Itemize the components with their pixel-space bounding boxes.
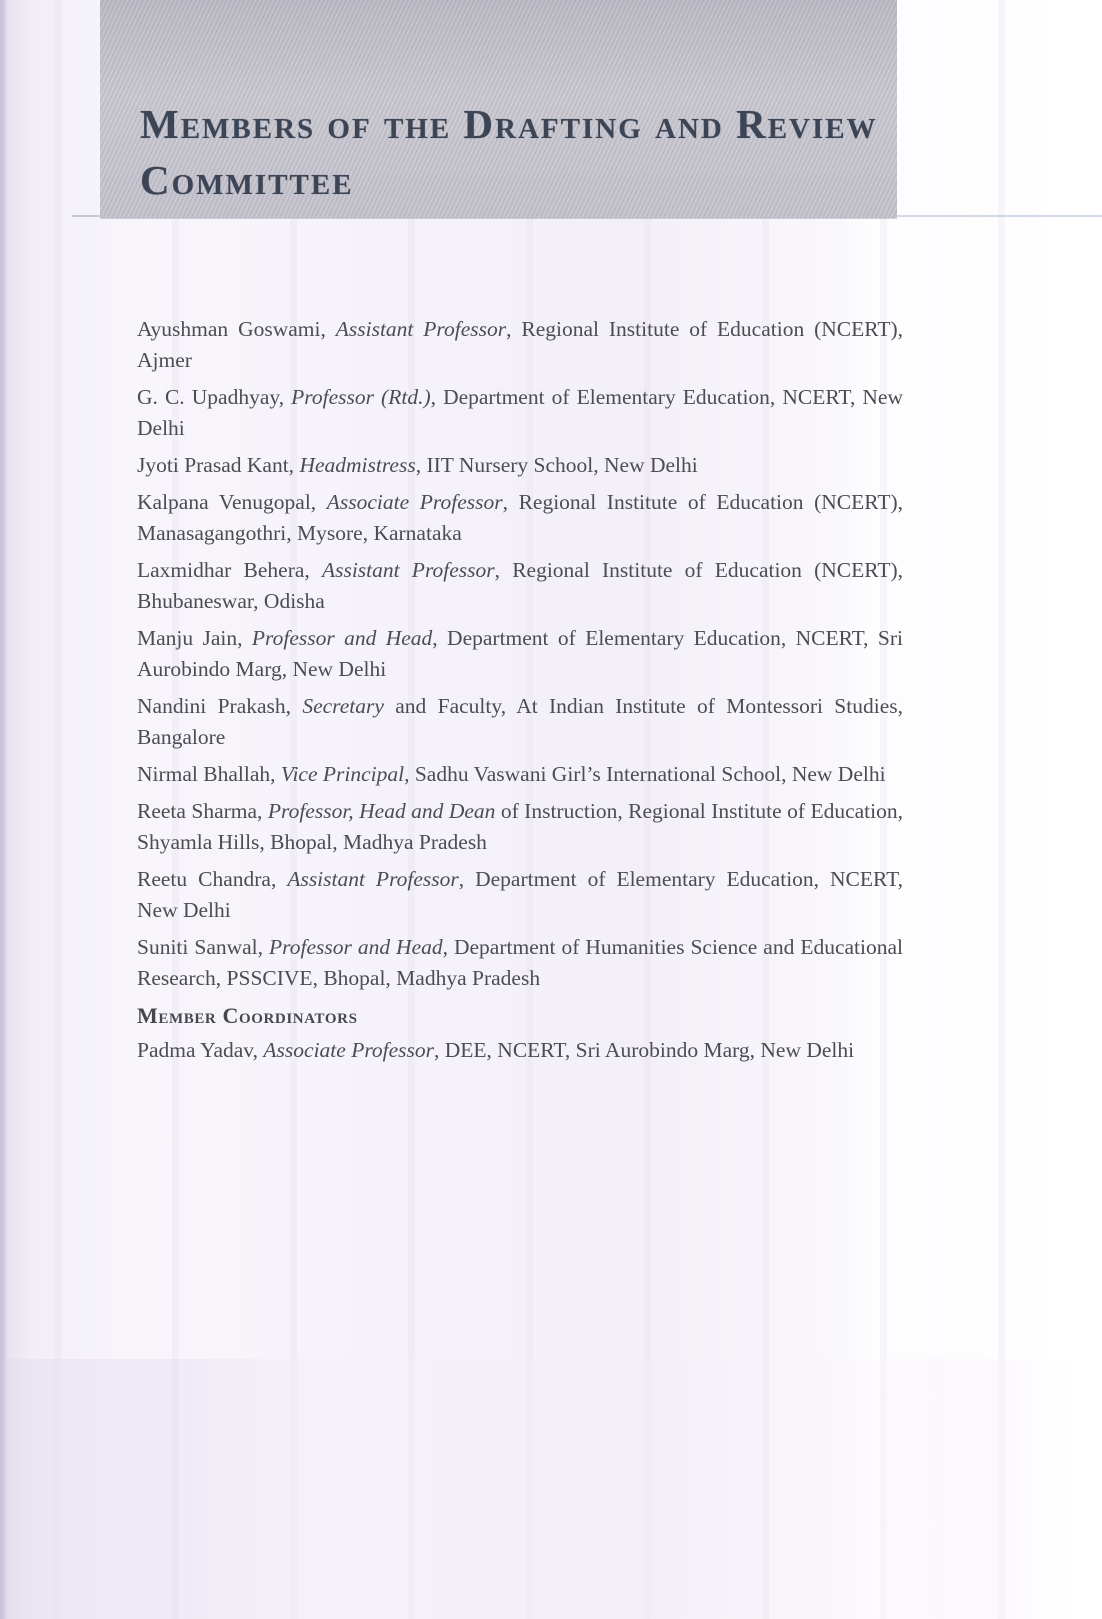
member-name: Nirmal Bhallah, xyxy=(137,762,281,786)
member-affiliation: , Department of Elementary Education, NCERT, New Delhi xyxy=(137,867,903,922)
member-entry xyxy=(137,759,903,790)
member-entry xyxy=(137,864,903,926)
member-name: Laxmidhar Behera, xyxy=(137,558,322,582)
member-affiliation: , Regional Institute of Education (NCERT), Bhubaneswar, Odisha xyxy=(137,558,903,613)
member-role: Vice Principal xyxy=(280,762,405,786)
member-role: Associate Professor xyxy=(263,1038,435,1062)
member-affiliation: , Department of Elementary Education, NCERT, New Delhi xyxy=(137,385,903,440)
member-coordinators-heading: Member Coordinators xyxy=(137,1003,358,1028)
member-name: Reetu Chandra, xyxy=(137,867,288,891)
page-title-line-1: Members of the Drafting and Review xyxy=(140,101,878,147)
member-name: Jyoti Prasad Kant, xyxy=(137,453,300,477)
member-entry xyxy=(137,932,903,994)
committee-member-list xyxy=(137,314,903,1072)
member-role: Professor and Head xyxy=(251,626,433,650)
page-title-line-2: Committee xyxy=(140,157,354,203)
member-affiliation: , Regional Institute of Education (NCERT), Manasagangothri, Mysore, Karnataka xyxy=(137,490,903,545)
member-entry xyxy=(137,796,903,858)
member-entry xyxy=(137,555,903,617)
member-role: Associate Professor xyxy=(326,490,503,514)
member-entry xyxy=(137,1035,903,1066)
member-name: Manju Jain, xyxy=(137,626,252,650)
member-role: Professor and Head xyxy=(269,935,443,959)
member-affiliation: of Instruction, Regional Institute of Education, Shyamla Hills, Bhopal, Madhya Pradesh xyxy=(137,799,903,854)
member-coordinators-list xyxy=(137,1035,903,1066)
member-entry xyxy=(137,487,903,549)
member-entry xyxy=(137,691,903,753)
member-role: Assistant Professor xyxy=(335,317,507,341)
member-affiliation: , Department of Humanities Science and Educational Research, PSSCIVE, Bhopal, Madhya Pradesh xyxy=(137,935,903,990)
member-affiliation: , Sadhu Vaswani Girl’s International School, New Delhi xyxy=(404,762,886,786)
member-name: Ayushman Goswami, xyxy=(137,317,336,341)
member-role: Headmistress xyxy=(299,453,416,477)
scan-left-edge xyxy=(0,0,7,1619)
title-banner xyxy=(100,0,897,218)
member-name: Kalpana Venugopal, xyxy=(137,490,327,514)
member-affiliation: and Faculty, At Indian Institute of Montessori Studies, Bangalore xyxy=(137,694,903,749)
member-name: Reeta Sharma, xyxy=(137,799,268,823)
page-title xyxy=(140,96,880,208)
member-role: Assistant Professor xyxy=(321,558,495,582)
member-entry xyxy=(137,314,903,376)
member-name: Suniti Sanwal, xyxy=(137,935,270,959)
member-affiliation: , Regional Institute of Education (NCERT), Ajmer xyxy=(137,317,903,372)
member-affiliation: , Department of Elementary Education, NCERT, Sri Aurobindo Marg, New Delhi xyxy=(137,626,903,681)
member-name: Nandini Prakash, xyxy=(137,694,303,718)
drafting-review-members xyxy=(137,314,903,994)
member-affiliation: , IIT Nursery School, New Delhi xyxy=(415,453,698,477)
member-role: Secretary xyxy=(302,694,384,718)
member-entry xyxy=(137,450,903,481)
member-role: Professor, Head and Dean xyxy=(267,799,496,823)
member-name: Padma Yadav, xyxy=(137,1038,264,1062)
member-role: Assistant Professor xyxy=(287,867,459,891)
member-entry xyxy=(137,623,903,685)
member-name: G. C. Upadhyay, xyxy=(137,385,292,409)
member-entry xyxy=(137,382,903,444)
member-role: Professor (Rtd.) xyxy=(291,385,431,409)
member-affiliation: , DEE, NCERT, Sri Aurobindo Marg, New Delhi xyxy=(434,1038,855,1062)
